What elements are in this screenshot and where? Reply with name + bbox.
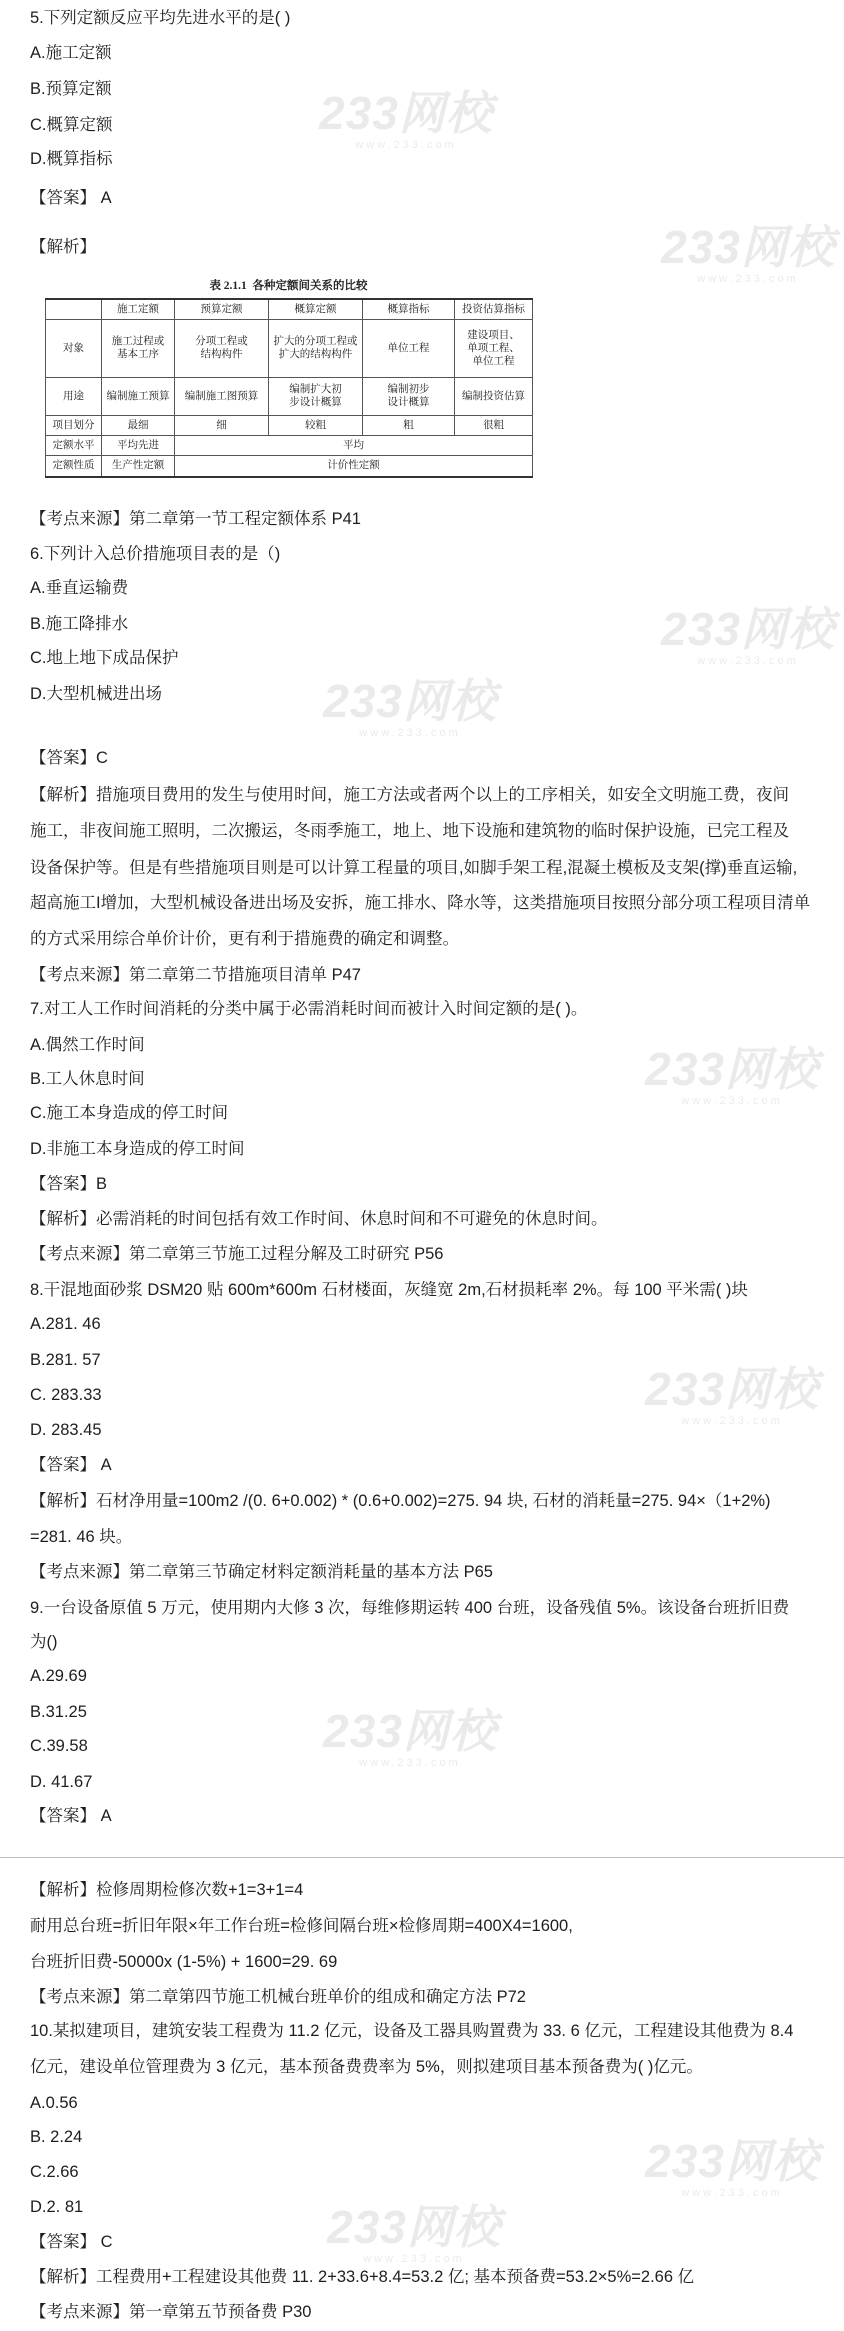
option-d: D.2. 81 (30, 2198, 84, 2216)
table-cell-text: 施工过程或基本工序 (111, 336, 165, 360)
watermark-url: www.233.com (697, 273, 799, 285)
question-stem: 5.下列定额反应平均先进水平的是( ) (30, 9, 291, 27)
table-row-label: 定额水平 (46, 435, 102, 455)
question-stem: 6.下列计入总价措施项目表的是（) (30, 545, 281, 563)
watermark-logo: 233网校 (645, 1043, 819, 1095)
table-header-cell: 预算定额 (175, 299, 269, 319)
source-line: 【考点来源】第二章第三节施工过程分解及工时研究 P56 (30, 1245, 444, 1263)
table-header-cell: 概算定额 (269, 299, 363, 319)
answer-line: 【答案】 C (30, 2233, 113, 2251)
table-corner-cell (46, 299, 102, 319)
option-d: D.大型机械进出场 (30, 685, 162, 703)
table-cell (175, 319, 269, 377)
table-cell: 平均先进 (102, 435, 175, 455)
analysis-line: =281. 46 块。 (30, 1528, 133, 1546)
option-c: C.概算定额 (30, 116, 113, 134)
source-line: 【考点来源】第二章第三节确定材料定额消耗量的基本方法 P65 (30, 1563, 493, 1581)
table-cell-text: 建设项目、单项工程、单位工程 (467, 329, 520, 367)
table-row-label: 项目划分 (46, 415, 102, 435)
watermark (644, 2136, 820, 2200)
source-line: 【考点来源】第二章第四节施工机械台班单价的组成和确定方法 P72 (30, 1988, 526, 2006)
answer-line: 【答案】B (30, 1175, 108, 1193)
table-row (46, 377, 533, 415)
table-row-label: 定额性质 (46, 455, 102, 477)
table-cell: 最细 (102, 415, 175, 435)
option-d: D. 283.45 (30, 1421, 102, 1439)
option-a: A.281. 46 (30, 1315, 101, 1333)
analysis-line: 超高施工I增加，大型机械设备进出场及安拆，施工排水、降水等，这类措施项目按照分部分项工程项目清单 (30, 894, 811, 912)
option-d: D.概算指标 (30, 150, 113, 168)
table-cell-text: 编制初步设计概算 (387, 384, 430, 408)
option-b: B.31.25 (30, 1703, 87, 1721)
table-row (46, 319, 533, 377)
watermark (644, 1044, 820, 1108)
option-c: C.地上地下成品保护 (30, 649, 179, 667)
option-c: C.39.58 (30, 1737, 88, 1755)
option-c: C.施工本身造成的停工时间 (30, 1104, 228, 1122)
table-header-cell: 施工定额 (102, 299, 175, 319)
analysis-line: 【解析】石材净用量=100m2 /(0. 6+0.002) * (0.6+0.002)=275. 94 块, 石材的消耗量=275. 94×（1+2%) (30, 1492, 771, 1510)
table-header-cell: 投资估算指标 (455, 299, 533, 319)
watermark-url: www.233.com (355, 139, 457, 151)
watermark (322, 1706, 498, 1770)
analysis-line: 台班折旧费-50000x (1-5%) + 1600=29. 69 (30, 1953, 338, 1971)
quota-comparison-table (45, 298, 532, 478)
watermark-url: www.233.com (697, 655, 799, 667)
table-cell (363, 377, 455, 415)
table-cell: 编制投资估算 (455, 377, 533, 415)
watermark-logo: 233网校 (661, 221, 835, 273)
option-b: B.281. 57 (30, 1351, 101, 1369)
table-row (46, 455, 533, 477)
watermark-logo: 233网校 (327, 2201, 501, 2253)
option-d: D. 41.67 (30, 1773, 93, 1791)
option-a: A.偶然工作时间 (30, 1036, 145, 1054)
question-stem: 7.对工人工作时间消耗的分类中属于必需消耗时间而被计入时间定额的是( )。 (30, 1000, 588, 1018)
table-header-row (46, 299, 533, 319)
question-stem: 为() (30, 1633, 58, 1651)
analysis-line: 【解析】必需消耗的时间包括有效工作时间、休息时间和不可避免的休息时间。 (30, 1210, 608, 1228)
answer-line: 【答案】 A (30, 189, 112, 207)
table-cell-merged: 平均 (175, 435, 533, 455)
option-a: A.0.56 (30, 2094, 78, 2112)
table-caption: 表 2.1.1 各种定额间关系的比较 (209, 280, 368, 292)
analysis-line: 的方式采用综合单价计价，更有利于措施费的确定和调整。 (30, 930, 459, 948)
table-cell: 编制施工预算 (102, 377, 175, 415)
table-cell: 单位工程 (363, 319, 455, 377)
table-cell: 较粗 (269, 415, 363, 435)
table-cell: 细 (175, 415, 269, 435)
option-b: B.施工降排水 (30, 615, 129, 633)
watermark-url: www.233.com (359, 1757, 461, 1769)
analysis-line: 【解析】 (30, 238, 96, 256)
watermark-logo: 233网校 (319, 87, 493, 139)
question-stem: 亿元，建设单位管理费为 3 亿元，基本预备费费率为 5%，则拟建项目基本预备费为( )亿元。 (30, 2058, 703, 2076)
option-a: A.施工定额 (30, 44, 112, 62)
watermark-logo: 233网校 (645, 1363, 819, 1415)
watermark-url: www.233.com (681, 2187, 783, 2199)
question-stem: 8.干混地面砂浆 DSM20 贴 600m*600m 石材楼面，灰缝宽 2m,石材损耗率 2%。每 100 平米需( )块 (30, 1281, 748, 1299)
table-cell-text: 扩大的分项工程或扩大的结构构件 (273, 336, 358, 360)
table-cell (269, 377, 363, 415)
table-cell: 编制施工图预算 (175, 377, 269, 415)
table-header-cell: 概算指标 (363, 299, 455, 319)
watermark-logo: 233网校 (323, 1705, 497, 1757)
answer-line: 【答案】 A (30, 1807, 112, 1825)
table-row-label: 对象 (46, 319, 102, 377)
watermark (326, 2202, 502, 2266)
question-stem: 10.某拟建项目，建筑安装工程费为 11.2 亿元，设备及工器具购置费为 33. 6 亿元，工程建设其他费为 8.4 (30, 2022, 794, 2040)
table-cell: 生产性定额 (102, 455, 175, 477)
table-cell: 很粗 (455, 415, 533, 435)
table-cell (269, 319, 363, 377)
option-c: C. 283.33 (30, 1386, 102, 1404)
answer-line: 【答案】C (30, 749, 108, 767)
option-c: C.2.66 (30, 2163, 79, 2181)
analysis-line: 施工，非夜间施工照明，二次搬运，冬雨季施工，地上、地下设施和建筑物的临时保护设施，已完工程及 (30, 822, 789, 840)
watermark (322, 676, 498, 740)
page-divider (0, 1857, 844, 1858)
source-line: 【考点来源】第二章第一节工程定额体系 P41 (30, 510, 361, 528)
analysis-line: 【解析】检修周期检修次数+1=3+1=4 (30, 1881, 304, 1899)
table-row (46, 435, 533, 455)
source-line: 【考点来源】第二章第二节措施项目清单 P47 (30, 966, 361, 984)
watermark-url: www.233.com (363, 2253, 465, 2265)
answer-line: 【答案】 A (30, 1456, 112, 1474)
analysis-line: 设备保护等。但是有些措施项目则是可以计算工程量的项目,如脚手架工程,混凝土模板及支架(撑)垂直运输, (30, 859, 798, 877)
watermark-url: www.233.com (681, 1095, 783, 1107)
table-cell-merged: 计价性定额 (175, 455, 533, 477)
source-line: 【考点来源】第一章第五节预备费 P30 (30, 2303, 312, 2321)
table-cell (455, 319, 533, 377)
question-stem: 9.一台设备原值 5 万元，使用期内大修 3 次，每维修期运转 400 台班，设备残值 5%。该设备台班折旧费 (30, 1599, 790, 1617)
option-a: A.垂直运输费 (30, 579, 129, 597)
watermark (644, 1364, 820, 1428)
analysis-line: 耐用总台班=折旧年限×年工作台班=检修间隔台班×检修周期=400X4=1600, (30, 1917, 573, 1935)
table-cell-text: 编制扩大初步设计概算 (289, 384, 342, 408)
watermark (660, 604, 836, 668)
table-cell: 粗 (363, 415, 455, 435)
watermark-logo: 233网校 (323, 675, 497, 727)
table-cell (102, 319, 175, 377)
watermark-logo: 233网校 (645, 2135, 819, 2187)
option-b: B.工人休息时间 (30, 1070, 145, 1088)
table-cell-text: 分项工程或结构构件 (195, 336, 248, 360)
table-row (46, 415, 533, 435)
analysis-line: 【解析】工程费用+工程建设其他费 11. 2+33.6+8.4=53.2 亿; 基本预备费=53.2×5%=2.66 亿 (30, 2268, 695, 2286)
option-a: A.29.69 (30, 1667, 87, 1685)
option-b: B.预算定额 (30, 80, 112, 98)
watermark (660, 222, 836, 286)
table-row-label: 用途 (46, 377, 102, 415)
watermark (318, 88, 494, 152)
watermark-url: www.233.com (359, 727, 461, 739)
watermark-url: www.233.com (681, 1415, 783, 1427)
option-b: B. 2.24 (30, 2128, 83, 2146)
watermark-logo: 233网校 (661, 603, 835, 655)
option-d: D.非施工本身造成的停工时间 (30, 1140, 245, 1158)
analysis-line: 【解析】措施项目费用的发生与使用时间，施工方法或者两个以上的工序相关，如安全文明施工费，夜间 (30, 786, 789, 804)
